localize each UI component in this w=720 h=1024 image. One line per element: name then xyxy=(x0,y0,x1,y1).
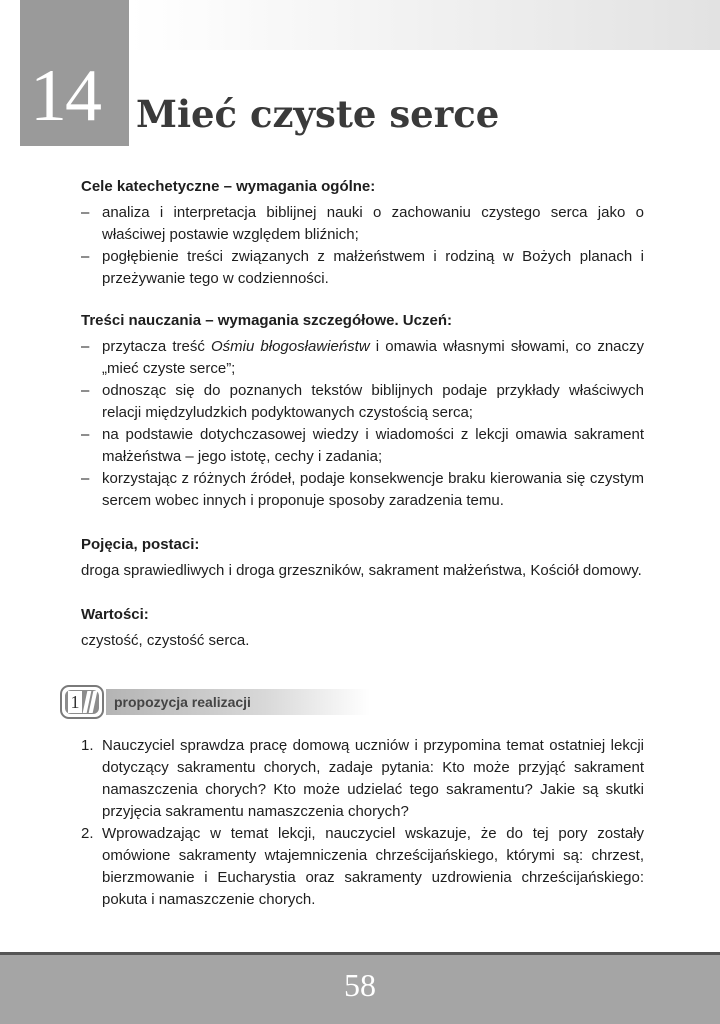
goals-list xyxy=(81,202,644,290)
content-text: na podstawie dotychczasowej wiedzy i wiadomości z lekcji omawia sakrament małżeństwa – jego istotę, cechy i zadania; xyxy=(102,426,644,465)
lesson-requirements xyxy=(81,176,644,652)
list-item: – pogłębienie treści związanych z małżeństwem i rodziną w Bożych planach i przeżywanie tego w codzienności. xyxy=(81,248,644,287)
goals-heading: Cele katechetyczne – wymagania ogólne: xyxy=(81,178,376,195)
values-text: czystość, czystość serca. xyxy=(81,632,250,649)
steps-section xyxy=(81,735,644,911)
goal-text: analiza i interpretacja biblijnej nauki o zachowaniu czystego serca jako o właściwej postawie względem bliźnich; xyxy=(102,204,644,243)
content-text: korzystając z różnych źródeł, podaje konsekwencje braku kierowania się czystym sercem wobec innych i proponuje sposoby zaradzenia temu. xyxy=(102,470,644,509)
beatitudes-title: Ośmiu błogosławieństw xyxy=(210,338,370,355)
list-item: – przytacza treść Ośmiu błogosławieństw i omawia własnymi słowami, co znaczy „mieć czyste serce”; xyxy=(81,338,645,377)
chapter-title: Mieć czyste serce xyxy=(136,92,500,136)
content-text: odnosząc się do poznanych tekstów biblijnych podaje przykłady właściwych relacji międzyludzkich podyktowanych czystością serca; xyxy=(102,382,644,421)
list-item xyxy=(81,735,644,823)
step-text: Nauczyciel sprawdza pracę domową uczniów i przypomina temat ostatniej lekcji dotyczący sakramentu chorych, zadaje pytania: Kto może przyjąć sakrament namaszczenia chorych? Kto może udzielać tego sakramentu? Jakie są skutki przyjęcia sakramentu namaszczenia chorych? xyxy=(102,737,644,820)
list-item: – analiza i interpretacja biblijnej nauki o zachowaniu czystego serca jako o właściwej postawie względem bliźnich; xyxy=(81,204,644,243)
page-number: 58 xyxy=(344,967,376,1003)
steps-list xyxy=(81,735,644,911)
list-item: – odnosząc się do poznanych tekstów biblijnych podaje przykłady właściwych relacji międzyludzkich podyktowanych czystością serca; xyxy=(81,382,644,421)
list-item: – korzystając z różnych źródeł, podaje konsekwencje braku kierowania się czystym sercem wobec innych i proponuje sposoby zaradzenia temu. xyxy=(81,470,644,509)
concepts-heading: Pojęcia, postaci: xyxy=(81,536,200,553)
content-text: i omawia własnymi słowami, co znaczy „mieć czyste serce”; xyxy=(102,338,645,377)
realization-header xyxy=(60,685,370,721)
content-heading: Treści nauczania – wymagania szczegółowe. Uczeń: xyxy=(81,312,452,329)
book-number-icon xyxy=(60,685,104,719)
content-text: przytacza treść xyxy=(102,338,211,355)
step-text: Wprowadzając w temat lekcji, nauczyciel wskazuje, że do tej pory zostały omówione sakramenty wtajemniczenia chrześcijańskiego, którymi są: chrzest, bierzmowanie i Eucharystia oraz sakramenty uzdrowienia chrześcijańskiego: pokuta i namaszczenie chorych. xyxy=(102,825,644,908)
chapter-number: 14 xyxy=(30,55,100,137)
goal-text: pogłębienie treści związanych z małżeństwem i rodziną w Bożych planach i przeżywanie tego w codzienności. xyxy=(102,248,644,287)
step-number: 1. xyxy=(81,737,94,754)
list-item xyxy=(81,823,644,911)
step-number: 2. xyxy=(81,825,94,842)
header-gradient-band xyxy=(130,0,720,50)
realization-label: propozycja realizacji xyxy=(114,694,251,710)
concepts-text: droga sprawiedliwych i droga grzeszników, sakrament małżeństwa, Kościół domowy. xyxy=(81,562,642,579)
list-item: – na podstawie dotychczasowej wiedzy i wiadomości z lekcji omawia sakrament małżeństwa – jego istotę, cechy i zadania; xyxy=(81,426,644,465)
realization-icon-number: 1 xyxy=(68,691,82,713)
values-heading: Wartości: xyxy=(81,606,149,623)
content-list xyxy=(81,336,644,512)
